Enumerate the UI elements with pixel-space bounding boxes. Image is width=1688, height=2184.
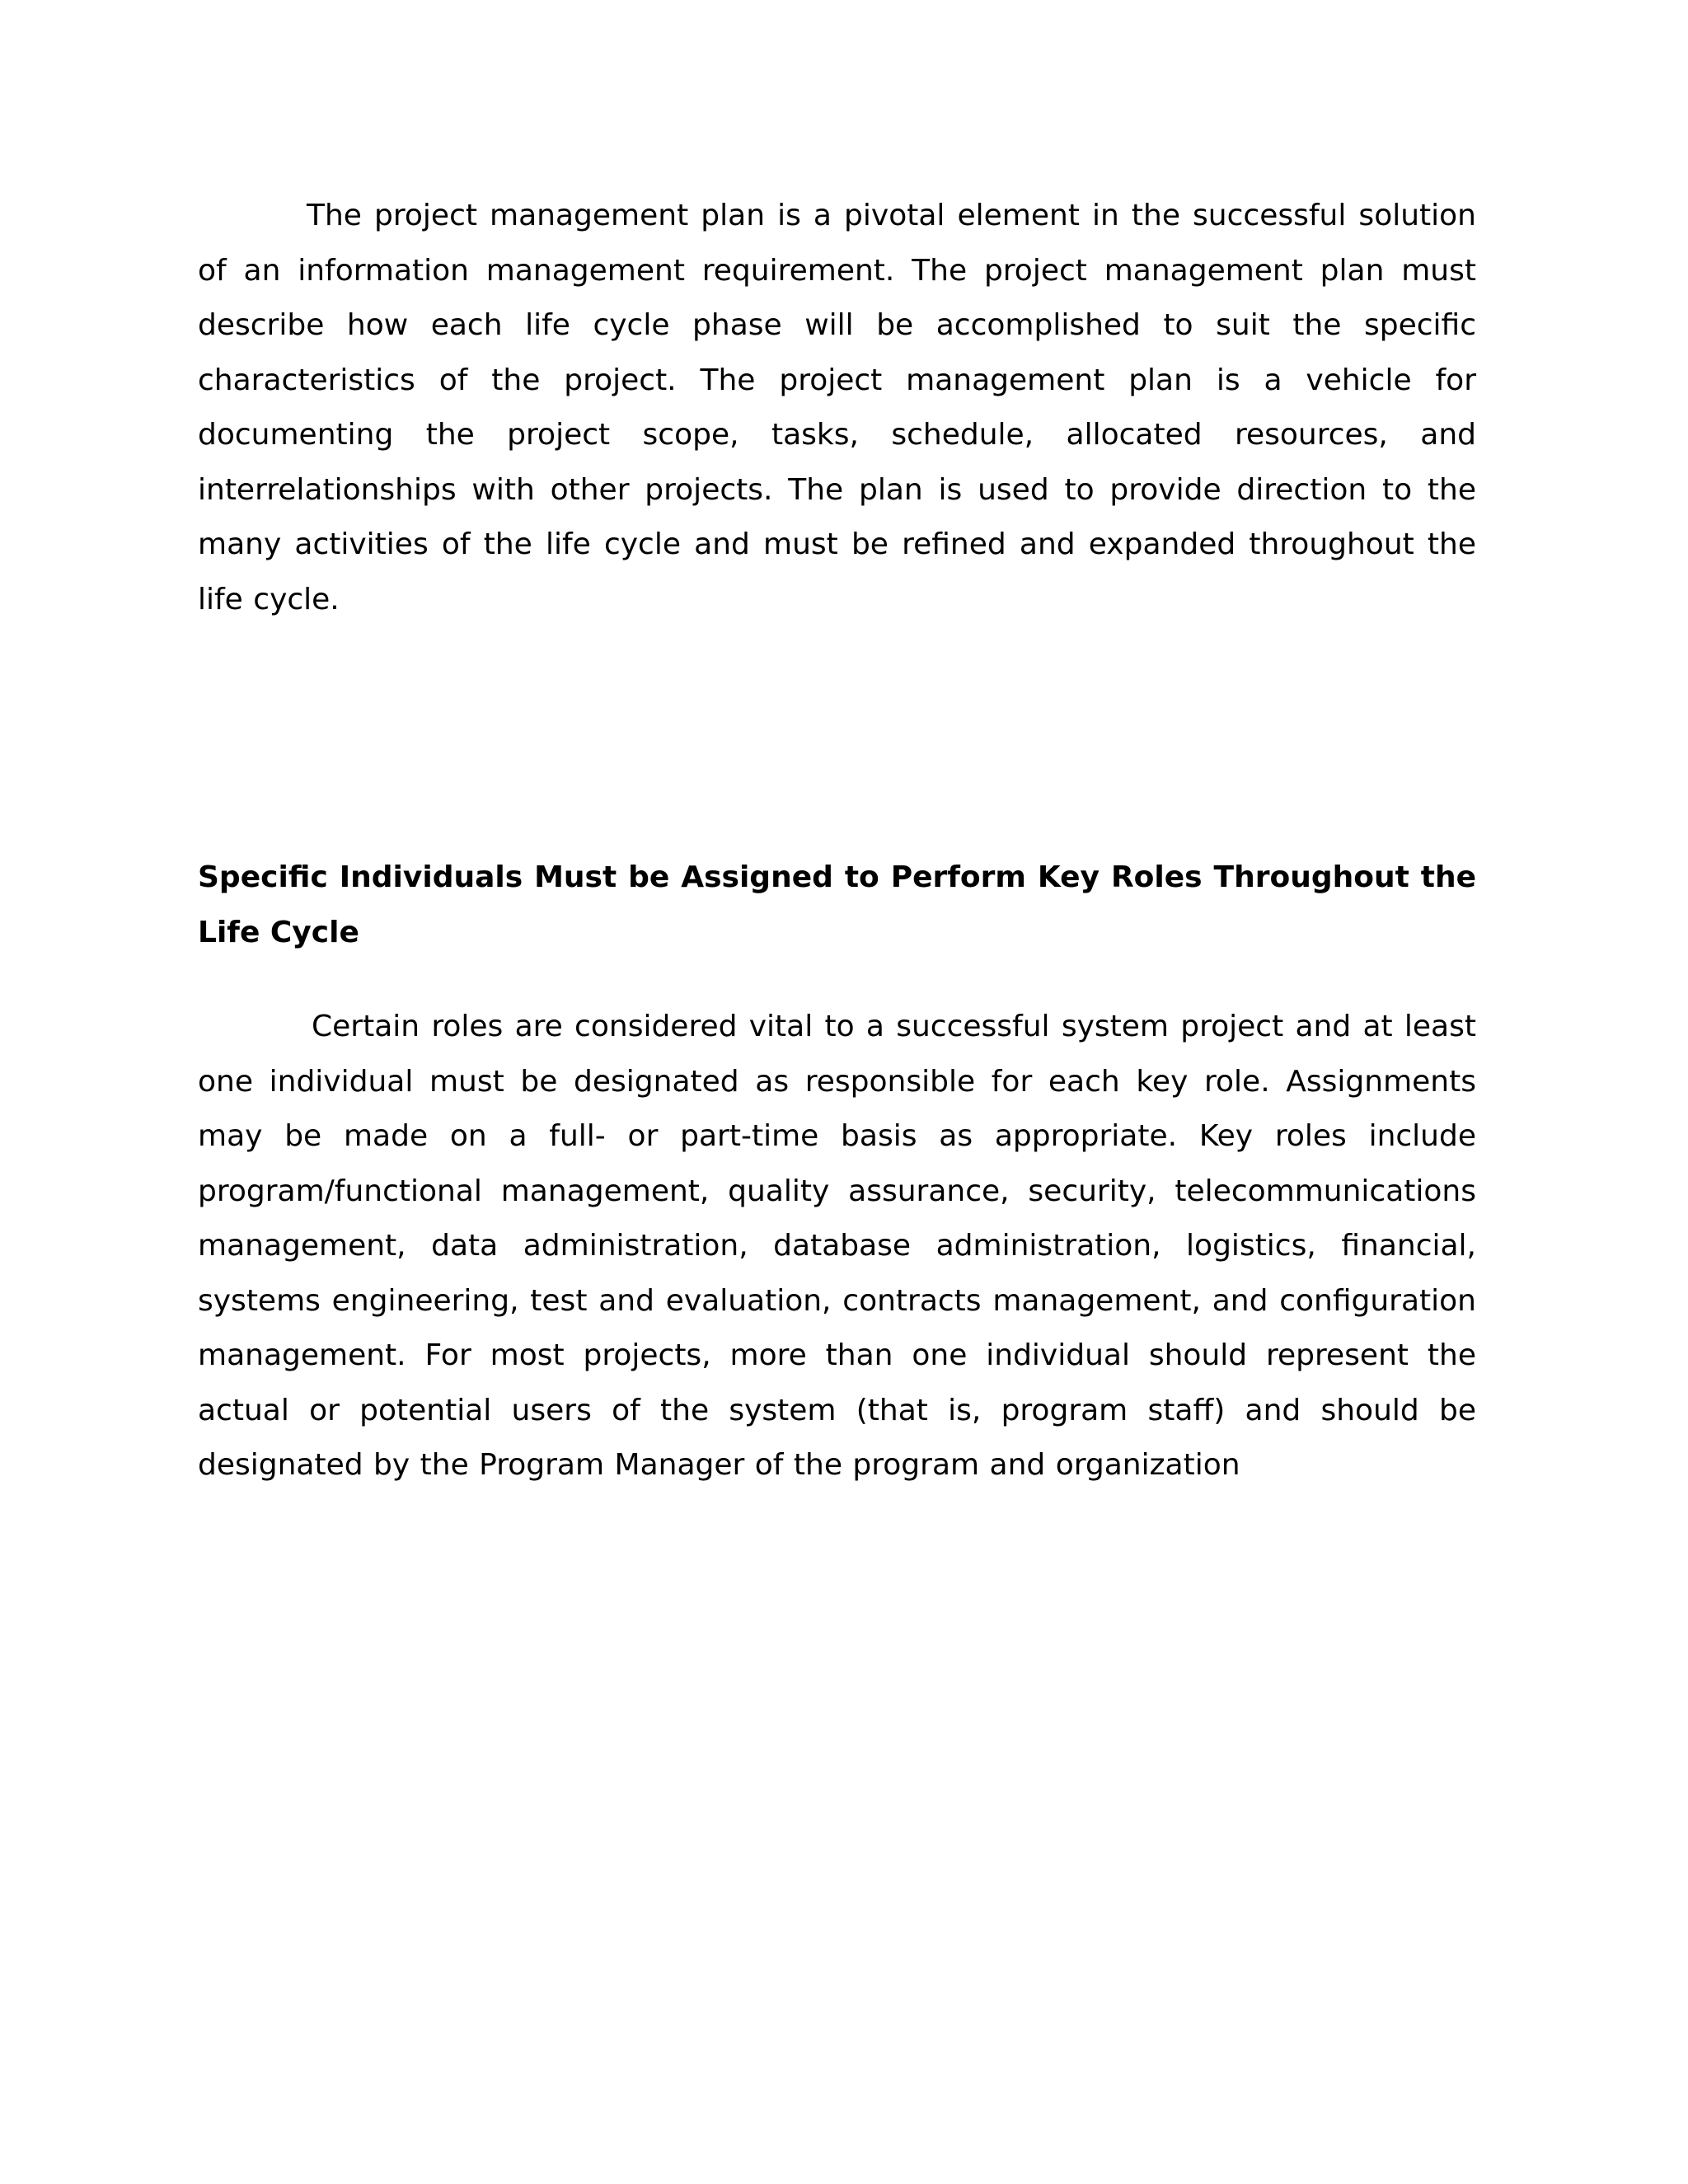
- section-heading: Specific Individuals Must be Assigned to Perform Key Roles Throughout the Life Cycle: [198, 860, 1476, 949]
- intro-paragraph: The project management plan is a pivotal element in the successful solution of an information management requirement. The project management plan must describe how each life cycle phase will be accomplished to suit the specific characteristics of the project. The project management plan is a vehicle for documenting the project scope, tasks, schedule, allocated resources, and interrelationships with other projects. The plan is used to provide direction to the many activities of the life cycle and must be refined and expanded throughout the life cycle.: [198, 199, 1476, 616]
- key-roles-paragraph: Certain roles are considered vital to a successful system project and at least one individual must be designated as responsible for each key role. Assignments may be made on a full- or part-time basis as appropriate. Key roles include program/functional management, quality assurance, security, telecommunications management, data administration, database administration, logistics, financial, systems engineering, test and evaluation, contracts management, and configuration management. For most projects, more than one individual should represent the actual or potential users of the system (that is, program staff) and should be designated by the Program Manager of the program and organization: [198, 1010, 1476, 1482]
